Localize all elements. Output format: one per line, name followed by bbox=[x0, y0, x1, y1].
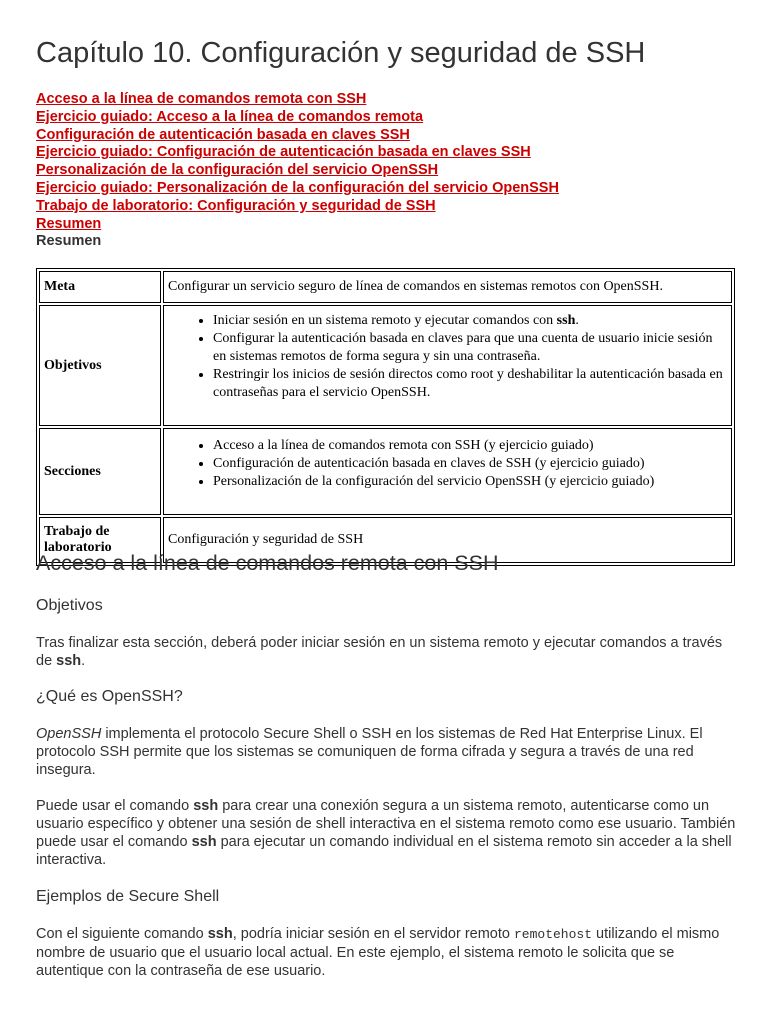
toc-link-autenticacion[interactable]: Configuración de autenticación basada en claves SSH bbox=[36, 126, 410, 143]
text-span: para ejecutar un comando individual en el sistema remoto sin acceder a la shell interactiva. bbox=[36, 834, 732, 868]
openssh-term: OpenSSH bbox=[36, 726, 102, 742]
text-span: utilizando el mismo nombre de usuario que el usuario local actual. En este ejemplo, el sistema remoto le solicita que se autentique con la contraseña de ese usuario. bbox=[36, 926, 720, 979]
ejemplos-heading: Ejemplos de Secure Shell bbox=[36, 888, 220, 905]
command-text: ssh bbox=[556, 313, 576, 328]
text-span: Con el siguiente comando bbox=[36, 926, 208, 942]
text-span: para crear una conexión segura a un sistema remoto, autenticarse como un usuario específico y obtener una sesión de shell interactiva en el sistema remoto como ese usuario. También puede usar el comando bbox=[36, 798, 736, 850]
toc-link-ejercicio-acceso[interactable]: Ejercicio guiado: Acceso a la línea de comandos remota bbox=[36, 108, 424, 125]
list-item: • Configurar la autenticación basada en claves para que una cuenta de usuario inicie sesión en sistemas remotos de forma segura y sin una contraseña. bbox=[213, 330, 727, 366]
item-text: Iniciar sesión en un sistema remoto y ejecutar comandos con bbox=[213, 313, 557, 328]
list-item: • Configuración de autenticación basada en claves de SSH (y ejercicio guiado) bbox=[213, 455, 727, 473]
text-span: , podría iniciar sesión en el servidor remoto bbox=[232, 926, 514, 942]
section-heading: Acceso a la línea de comandos remota con SSH bbox=[36, 551, 499, 575]
chapter-title: Capítulo 10. Configuración y seguridad de SSH bbox=[36, 37, 646, 69]
command-text: ssh bbox=[56, 653, 82, 669]
text-span: Tras finalizar esta sección, deberá poder iniciar sesión en un sistema remoto y ejecutar comandos a través de bbox=[36, 635, 723, 669]
secciones-cell bbox=[163, 428, 732, 515]
openssh-paragraph bbox=[36, 725, 736, 779]
table-row bbox=[39, 428, 732, 515]
ssh-usage-paragraph bbox=[36, 797, 736, 869]
list-item: • Personalización de la configuración del servicio OpenSSH (y ejercicio guiado) bbox=[213, 473, 727, 491]
list-item bbox=[213, 312, 727, 330]
command-text: ssh bbox=[193, 798, 219, 814]
lab-label-line: Trabajo de bbox=[44, 524, 110, 539]
objetivos-list bbox=[168, 312, 727, 402]
command-text: ssh bbox=[191, 834, 217, 850]
toc-link-acceso[interactable]: Acceso a la línea de comandos remota con SSH bbox=[36, 91, 367, 107]
objetivos-paragraph bbox=[36, 634, 736, 670]
lab-label-line: laboratorio bbox=[44, 540, 112, 555]
toc-link-personalizacion[interactable]: Personalización de la configuración del servicio OpenSSH bbox=[36, 162, 439, 179]
meta-value: Configurar un servicio seguro de línea de comandos en sistemas remotos con OpenSSH. bbox=[163, 271, 732, 303]
command-text: ssh bbox=[207, 926, 233, 942]
hostname-code: remotehost bbox=[513, 927, 592, 942]
objetivos-heading: Objetivos bbox=[36, 597, 103, 614]
objetivos-cell bbox=[163, 305, 732, 426]
list-item: • Restringir los inicios de sesión directos como root y deshabilitar la autenticación basada en contraseñas para el servicio OpenSSH. bbox=[213, 366, 727, 402]
table-row bbox=[39, 271, 732, 303]
table-row bbox=[39, 305, 732, 426]
table-of-contents bbox=[36, 91, 736, 251]
chapter-goals-table bbox=[36, 268, 735, 566]
text-span: . bbox=[81, 653, 86, 669]
secciones-list bbox=[168, 437, 727, 491]
toc-link-laboratorio[interactable]: Trabajo de laboratorio: Configuración y seguridad de SSH bbox=[36, 197, 436, 214]
text-span: implementa el protocolo Secure Shell o SSH en los sistemas de Red Hat Enterprise Linux. El protocolo SSH permite que los sistemas se comuniquen de forma cifrada y segura a través de una red insegura. bbox=[36, 726, 703, 778]
que-es-openssh-heading: ¿Qué es OpenSSH? bbox=[36, 688, 183, 705]
toc-link-resumen[interactable]: Resumen bbox=[36, 215, 102, 232]
secciones-label: Secciones bbox=[39, 428, 161, 515]
toc-resumen-text: Resumen bbox=[36, 233, 102, 250]
list-item: • Acceso a la línea de comandos remota con SSH (y ejercicio guiado) bbox=[213, 437, 727, 455]
toc-link-ejercicio-autenticacion[interactable]: Ejercicio guiado: Configuración de autenticación basada en claves SSH bbox=[36, 144, 531, 161]
ejemplos-paragraph bbox=[36, 925, 736, 980]
meta-label: Meta bbox=[39, 271, 161, 303]
toc-link-ejercicio-personalizacion[interactable]: Ejercicio guiado: Personalización de la configuración del servicio OpenSSH bbox=[36, 179, 559, 196]
objetivos-label: Objetivos bbox=[39, 305, 161, 426]
text-span: Puede usar el comando bbox=[36, 798, 194, 814]
item-text: . bbox=[575, 313, 579, 328]
laboratorio-value: Configuración y seguridad de SSH bbox=[163, 517, 732, 563]
